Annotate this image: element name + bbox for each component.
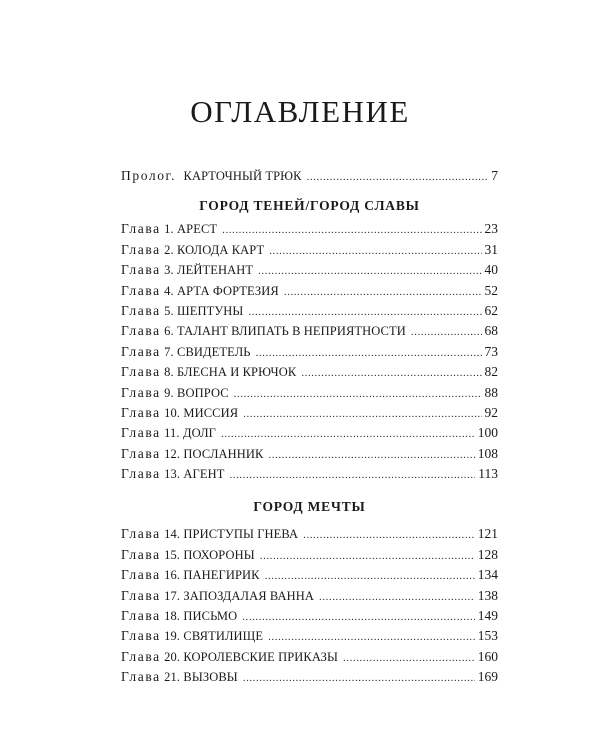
page-number: 82 [484,364,498,380]
dot-leader [284,286,482,298]
page-number: 7 [491,168,498,183]
toc-entry-chapter [121,344,498,364]
chapter-number: 16. [164,568,181,583]
chapter-number: 18. [164,609,181,624]
page-number: 73 [484,343,498,359]
chapter-title: АРТА ФОРТЕЗИЯ [177,283,279,298]
chapter-word: Глава [121,546,161,562]
page-number: 62 [484,302,498,318]
toc-entry-label [121,385,229,401]
page-number: 160 [477,648,498,664]
toc-entry-label [121,669,238,685]
toc-entry-label [121,446,263,462]
dot-leader [303,529,475,541]
prologue-title: КАРТОЧНЫЙ ТРЮК [183,169,302,183]
chapter-word: Глава [121,364,161,380]
toc-entry-chapter [121,262,498,282]
toc-entry-label [121,283,279,299]
toc-entry-label [121,526,298,542]
toc-entry-label [121,262,253,278]
chapter-title: ПИСЬМО [183,609,238,624]
dot-leader [243,408,481,420]
toc-entry-label [121,405,238,421]
toc-entry-chapter [121,466,498,486]
dot-leader [319,591,475,603]
dot-leader [258,265,481,277]
page-number: 52 [484,282,498,298]
page-title: ОГЛАВЛЕНИЕ [190,94,410,129]
toc-entry-label [121,168,302,184]
chapter-title: ЗАПОЗДАЛАЯ ВАННА [183,588,315,603]
toc-entry-chapter [121,608,498,628]
toc-entry-chapter [121,283,498,303]
dot-leader [265,570,475,582]
toc-entry-chapter [121,242,498,262]
toc-entry-label [121,466,224,482]
dot-leader [242,611,475,623]
dot-leader [243,672,475,684]
page-number: 128 [477,546,498,562]
chapter-number: 13. [164,467,181,482]
toc-entry-label [121,425,216,441]
toc-entry-prologue [121,168,498,188]
chapter-word: Глава [121,282,161,298]
toc-entry-chapter [121,405,498,425]
chapter-word: Глава [121,669,161,685]
toc-entry-chapter [121,303,498,323]
chapter-number: 6. [164,324,174,339]
page-number: 153 [477,628,498,644]
chapter-number: 21. [164,670,181,685]
dot-leader [343,652,475,664]
toc-entry-chapter [121,385,498,405]
chapter-word: Глава [121,567,161,583]
section-heading: ГОРОД МЕЧТЫ [253,499,366,515]
chapter-title: ЛЕЙТЕНАНТ [177,263,254,278]
toc-entry-label [121,221,217,237]
toc-entry-chapter [121,364,498,384]
chapter-word: Глава [121,221,161,237]
chapter-title: ВОПРОС [177,385,229,400]
page-number: 169 [477,669,498,685]
toc-entry-chapter [121,526,498,546]
chapter-title: СВИДЕТЕЛЬ [177,344,251,359]
toc-entry-chapter [121,669,498,689]
toc-entry-chapter [121,588,498,608]
page-number: 113 [478,466,498,482]
toc-entry-label [121,628,263,644]
dot-leader [256,347,482,359]
dot-leader [268,631,475,643]
prologue-word: Пролог. [121,168,177,183]
toc-entry-label [121,323,406,339]
chapter-number: 8. [164,365,174,380]
chapter-title: АРЕСТ [177,222,218,237]
chapter-number: 10. [164,405,181,420]
chapter-number: 9. [164,385,174,400]
chapter-list [121,221,498,486]
page-number: 121 [477,526,498,542]
toc-entry-chapter [121,446,498,466]
chapter-title: ТАЛАНТ ВЛИПАТЬ В НЕПРИЯТНОСТИ [177,324,406,339]
chapter-number: 19. [164,629,181,644]
toc-entry-label [121,567,260,583]
chapter-number: 20. [164,649,181,664]
chapter-word: Глава [121,526,161,542]
chapter-word: Глава [121,466,161,482]
chapter-word: Глава [121,323,161,339]
chapter-title: ВЫЗОВЫ [183,670,238,685]
dot-leader [260,550,475,562]
chapter-number: 2. [164,242,174,257]
page-number: 88 [484,384,498,400]
dot-leader [221,428,475,440]
toc-entry-chapter [121,628,498,648]
chapter-word: Глава [121,628,161,644]
chapter-title: БЛЕСНА И КРЮЧОК [177,365,297,380]
chapter-title: ШЕПТУНЫ [177,303,244,318]
table-of-contents [121,168,498,690]
chapter-word: Глава [121,425,161,441]
chapter-number: 14. [164,527,181,542]
dot-leader [248,306,481,318]
chapter-word: Глава [121,262,161,278]
toc-entry-chapter [121,425,498,445]
toc-entry-label [121,364,296,380]
page-number: 149 [477,608,498,624]
dot-leader [234,388,482,400]
page-number: 108 [477,445,498,461]
page-number: 134 [477,567,498,583]
chapter-title: СВЯТИЛИЩЕ [183,629,264,644]
dot-leader [307,171,489,183]
dot-leader [229,469,475,481]
chapter-word: Глава [121,445,161,461]
toc-entry-chapter [121,323,498,343]
chapter-title: КОРОЛЕВСКИЕ ПРИКАЗЫ [183,649,339,664]
chapter-number: 1. [164,222,174,237]
chapter-number: 12. [164,446,181,461]
chapter-number: 17. [164,588,181,603]
chapter-word: Глава [121,302,161,318]
dot-leader [268,449,474,461]
dot-leader [222,224,481,236]
toc-entry-chapter [121,649,498,669]
section-heading: ГОРОД ТЕНЕЙ/ГОРОД СЛАВЫ [199,198,420,214]
chapter-number: 7. [164,344,174,359]
chapter-number: 4. [164,283,174,298]
chapter-number: 3. [164,263,174,278]
chapter-word: Глава [121,343,161,359]
page-number: 23 [484,221,498,237]
dot-leader [301,367,481,379]
chapter-list [121,526,498,689]
chapter-title: ПОСЛАННИК [183,446,264,461]
chapter-title: ДОЛГ [182,426,216,441]
chapter-number: 15. [164,547,181,562]
page-number: 92 [484,404,498,420]
chapter-number: 5. [164,303,174,318]
chapter-word: Глава [121,608,161,624]
chapter-word: Глава [121,404,161,420]
chapter-word: Глава [121,384,161,400]
page-number: 68 [484,323,498,339]
chapter-word: Глава [121,241,161,257]
toc-entry-label [121,608,237,624]
toc-entry-chapter [121,221,498,241]
chapter-title: КОЛОДА КАРТ [177,242,265,257]
chapter-title: МИССИЯ [183,405,239,420]
page-number: 100 [477,425,498,441]
toc-entry-label [121,344,251,360]
chapter-title: АГЕНТ [183,467,225,482]
toc-entry-label [121,547,255,563]
page-number: 40 [484,262,498,278]
page-number: 31 [484,241,498,257]
dot-leader [411,326,482,338]
toc-entry-label [121,303,243,319]
chapter-word: Глава [121,587,161,603]
chapter-title: ПОХОРОНЫ [183,547,255,562]
toc-entry-label [121,242,264,258]
chapter-number: 11. [164,426,180,441]
chapter-word: Глава [121,648,161,664]
chapter-title: ПРИСТУПЫ ГНЕВА [183,527,299,542]
page-number: 138 [477,587,498,603]
dot-leader [269,245,481,257]
toc-entry-label [121,649,338,665]
chapter-title: ПАНЕГИРИК [183,568,260,583]
toc-entry-label [121,588,314,604]
toc-entry-chapter [121,567,498,587]
toc-entry-chapter [121,547,498,567]
